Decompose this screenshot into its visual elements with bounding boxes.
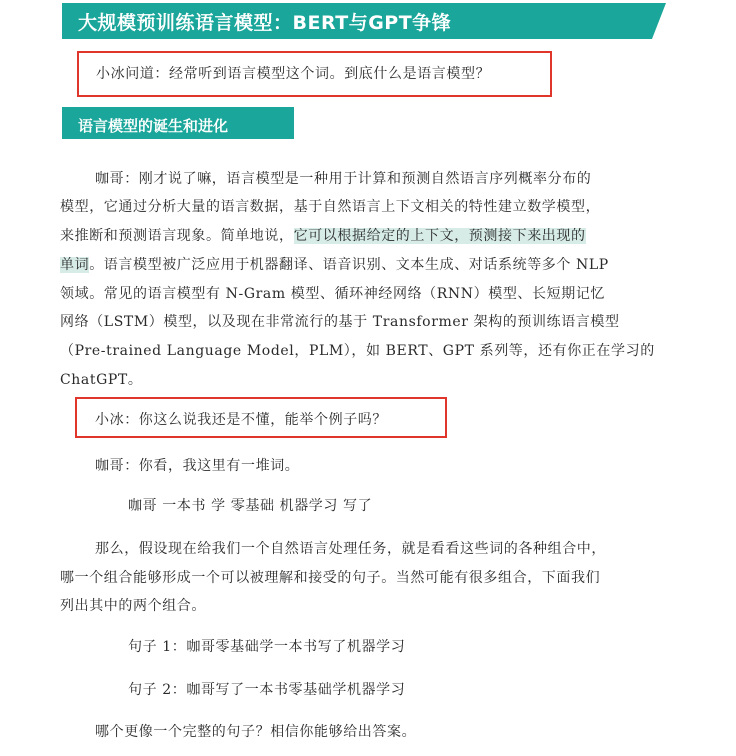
page-title: 大规模预训练语言模型：BERT与GPT争锋 [78, 12, 452, 34]
highlighted-text: 它可以根据给定的上下文，预测接下来出现的 [293, 228, 586, 244]
closing-text: 哪个更像一个完整的句子？相信你能够给出答案。 [95, 724, 417, 740]
paragraph-line: （Pre-trained Language Model，PLM），如 BERT、GPT 系列等，还有你正在学习的 [60, 343, 655, 359]
paragraph-line: 那么，假设现在给我们一个自然语言处理任务，就是看看这些词的各种组合中， [95, 541, 606, 557]
paragraph-line: 单词。语言模型被广泛应用于机器翻译、语音识别、文本生成、对话系统等多个 NLP [60, 257, 609, 273]
question-text: 小冰问道：经常听到语言模型这个词。到底什么是语言模型？ [96, 66, 491, 82]
paragraph-line: 咖哥：刚才说了嘛，语言模型是一种用于计算和预测自然语言序列概率分布的 [95, 171, 592, 187]
sentence-example: 句子 1：咖哥零基础学一本书写了机器学习 [128, 639, 406, 655]
word-list: 咖哥 一本书 学 零基础 机器学习 写了 [128, 498, 373, 514]
sentence-example: 句子 2：咖哥写了一本书零基础学机器学习 [128, 682, 406, 698]
paragraph-line: ChatGPT。 [60, 372, 143, 388]
question-text: 小冰：你这么说我还是不懂，能举个例子吗？ [95, 412, 387, 428]
section-title: 语言模型的诞生和进化 [78, 117, 229, 135]
reply-text: 咖哥：你看，我这里有一堆词。 [95, 458, 300, 474]
paragraph-line: 模型，它通过分析大量的语言数据，基于自然语言上下文相关的特性建立数学模型， [60, 199, 601, 215]
paragraph-line: 来推断和预测语言现象。简单地说，它可以根据给定的上下文，预测接下来出现的 [60, 228, 586, 244]
paragraph-line: 列出其中的两个组合。 [60, 598, 206, 614]
paragraph-line: 哪一个组合能够形成一个可以被理解和接受的句子。当然可能有很多组合，下面我们 [60, 570, 601, 586]
paragraph-line: 网络（LSTM）模型，以及现在非常流行的基于 Transformer 架构的预训练语言模型 [60, 314, 620, 330]
highlighted-text: 单词 [60, 257, 90, 273]
paragraph-line: 领域。常见的语言模型有 N-Gram 模型、循环神经网络（RNN）模型、长短期记忆 [60, 286, 606, 302]
